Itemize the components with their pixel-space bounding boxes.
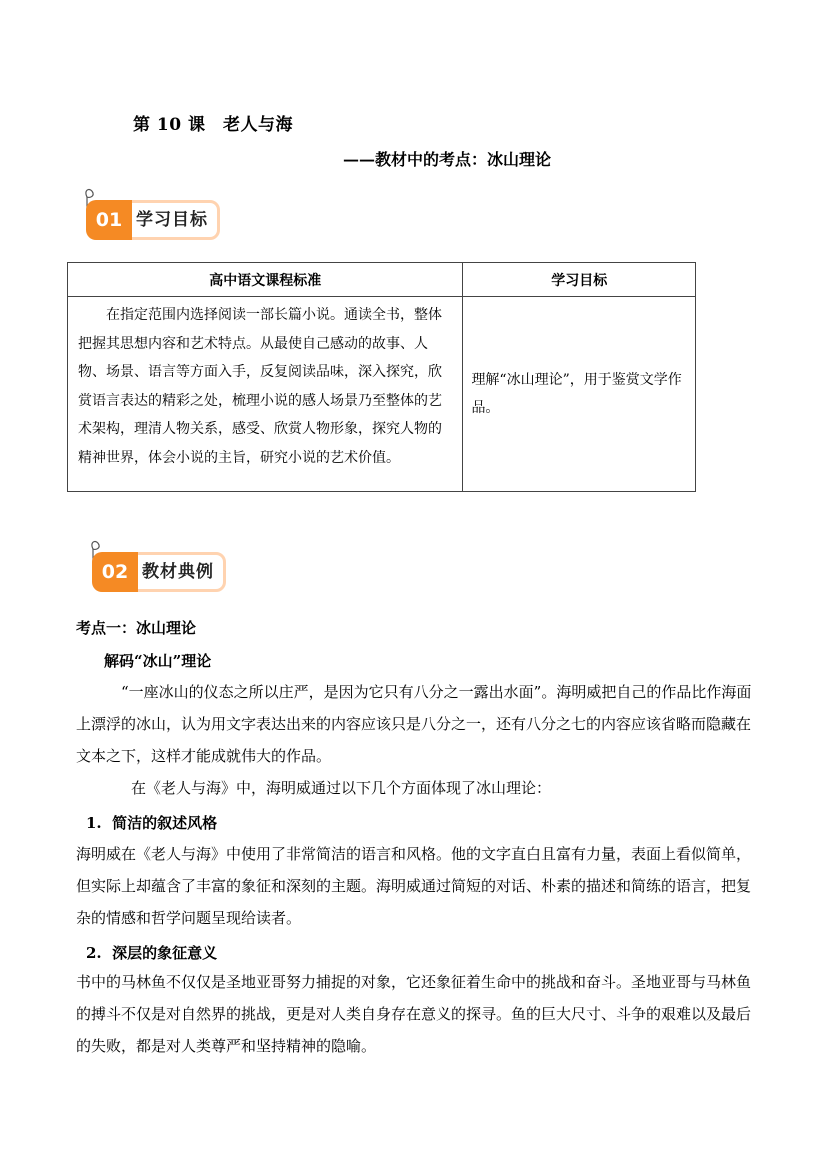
lead-paragraph: 在《老人与海》中，海明威通过以下几个方面体现了冰山理论：	[131, 779, 552, 797]
goal-cell: 理解“冰山理论”，用于鉴赏文学作品。	[463, 297, 696, 492]
page-title: 第 10 课 老人与海	[133, 115, 293, 135]
item2-text: 书中的马林鱼不仅仅是圣地亚哥努力捕捉的对象，它还象征着生命中的挑战和奋斗。圣地亚哥与马林鱼的搏斗不仅是对自然界的挑战，更是对人类自身存在意义的探寻。鱼的巨大尺寸、斗争的艰难以及最后的失败，都是对人类尊严和坚持精神的隐喻。	[76, 973, 752, 1055]
decode-title: 解码“冰山”理论	[104, 652, 212, 670]
standards-table	[67, 262, 696, 492]
intro-paragraph: “一座冰山的仪态之所以庄严，是因为它只有八分之一露出水面”。海明威把自己的作品比作海面上漂浮的冰山，认为用文字表达出来的内容应该只是八分之一，还有八分之七的内容应该省略而隐藏在文本之下，这样才能成就伟大的作品。	[76, 683, 752, 765]
table-header: 高中语文课程标准	[68, 263, 463, 297]
page-subtitle: ——教材中的考点：冰山理论	[343, 150, 552, 169]
badge-label: 教材典例	[142, 562, 214, 582]
section-badge-01	[66, 185, 226, 245]
item1-text: 海明威在《老人与海》中使用了非常简洁的语言和风格。他的文字直白且富有力量，表面上看似简单，但实际上却蕴含了丰富的象征和深刻的主题。海明威通过简短的对话、朴素的描述和简练的语言，把复杂的情感和哲学问题呈现给读者。	[76, 845, 752, 927]
standard-cell: 在指定范围内选择阅读一部长篇小说。通读全书，整体把握其思想内容和艺术特点。从最使自己感动的故事、人物、场景、语言等方面入手，反复阅读品味，深入探究，欣赏语言表达的精彩之处，梳理小说的感人场景乃至整体的艺术架构，理清人物关系，感受、欣赏人物形象，探究人物的精神世界，体会小说的主旨，研究小说的艺术价值。	[68, 297, 463, 492]
table-header-row	[68, 263, 696, 297]
table-row	[68, 297, 696, 492]
badge-label: 学习目标	[136, 210, 208, 230]
item2-title: 2. 深层的象征意义	[86, 944, 218, 962]
item1-title: 1. 简洁的叙述风格	[86, 814, 218, 832]
badge-number: 02	[92, 552, 138, 592]
badge-number: 01	[86, 200, 132, 240]
table-header: 学习目标	[463, 263, 696, 297]
section-badge-02	[72, 537, 232, 597]
point-title: 考点一：冰山理论	[76, 619, 197, 637]
